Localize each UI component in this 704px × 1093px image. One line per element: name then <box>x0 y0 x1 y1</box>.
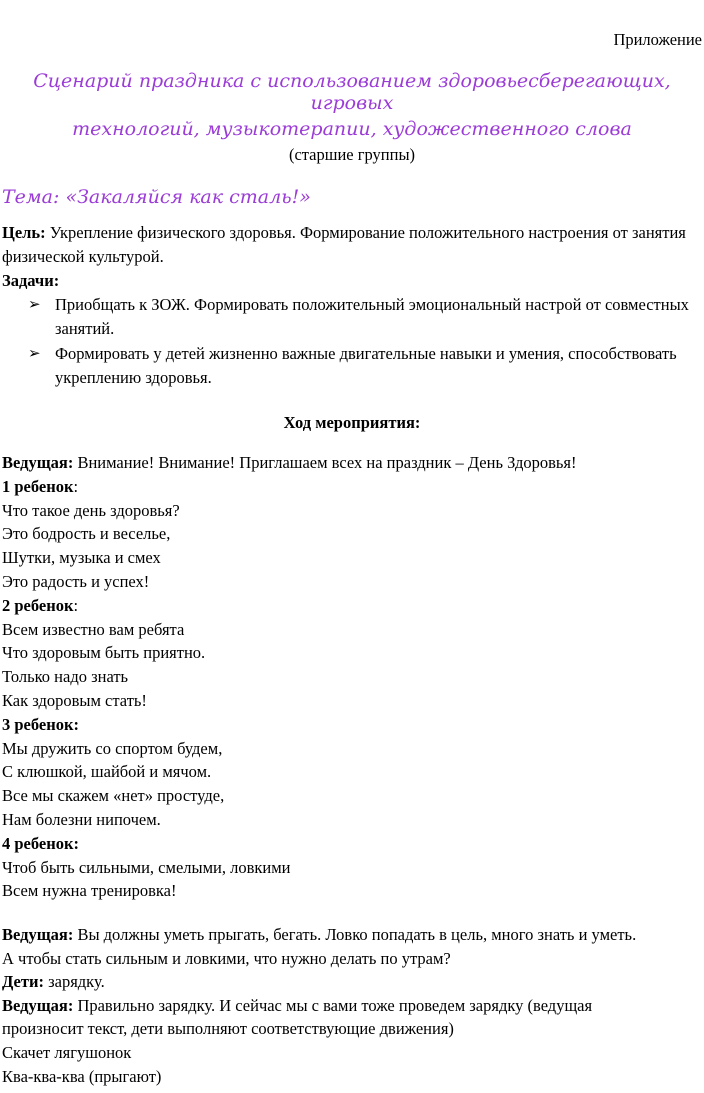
script-line <box>2 879 176 903</box>
speaker-label: Ведущая: <box>2 995 74 1015</box>
goal-paragraph <box>2 221 700 269</box>
arrow-bullet-icon: ➢ <box>28 346 41 362</box>
line-text: Все мы скажем «нет» простуде, <box>2 786 225 806</box>
script-line <box>2 994 592 1018</box>
line-text: Ква-ква-ква (прыгают) <box>2 1066 162 1086</box>
title-line-2: технологий, музыкотерапии, художественного слова <box>72 118 632 140</box>
speaker-label: Дети: <box>2 972 44 992</box>
line-text: произносит текст, дети выполняют соответствующие движения) <box>2 1019 454 1039</box>
progress-heading: Ход мероприятия: <box>283 413 421 432</box>
line-text: : <box>73 476 79 496</box>
line-text: А чтобы стать сильным и ловкими, что нужно делать по утрам? <box>2 948 451 968</box>
script-line <box>2 618 184 642</box>
line-text: Только надо знать <box>2 667 129 687</box>
script-line <box>2 665 128 689</box>
script-line <box>2 923 636 947</box>
script-line <box>2 475 78 499</box>
task-item-text: Приобщать к ЗОЖ. Формировать положительный эмоциональный настрой от совместных занятий. <box>55 295 689 338</box>
line-text: С клюшкой, шайбой и мячом. <box>2 762 212 782</box>
tasks-label: Задачи: <box>2 271 60 290</box>
script-line <box>2 737 222 761</box>
theme-heading: Тема: «Закаляйся как сталь!» <box>2 186 311 208</box>
line-text: Как здоровым стать! <box>2 691 147 710</box>
speaker-label: Ведущая: <box>2 925 74 944</box>
script-line <box>2 947 451 971</box>
script-line <box>2 641 205 665</box>
line-text: Что здоровым быть приятно. <box>2 643 206 663</box>
line-text: Внимание! Внимание! Приглашаем всех на праздник – День Здоровья! <box>73 453 577 472</box>
script-line <box>2 1017 454 1041</box>
line-text: Это бодрость и веселье, <box>2 524 171 544</box>
speaker-label: 4 ребенок: <box>2 833 79 853</box>
speaker-label: 3 ребенок: <box>2 714 79 734</box>
speaker-label: Ведущая: <box>2 453 74 472</box>
script-line <box>2 1041 131 1065</box>
script-line <box>2 689 147 713</box>
line-text: зарядку. <box>43 972 105 992</box>
script-line <box>2 856 291 880</box>
goal-label: Цель: <box>2 223 46 242</box>
line-text: Нам болезни нипочем. <box>2 810 161 829</box>
title-line-1: Сценарий праздника с использованием здоровьесберегающих, игровых <box>33 70 671 114</box>
task-item-text: Формировать у детей жизненно важные двигательные навыки и умения, способствовать укреплению здоровья. <box>55 344 677 387</box>
script-line <box>2 499 180 523</box>
goal-text: Укрепление физического здоровья. Формирование положительного настроения от занятия физической культурой. <box>2 223 686 266</box>
script-line <box>2 784 224 808</box>
speaker-label: 2 ребенок <box>2 595 74 615</box>
appendix-label: Приложение <box>613 30 702 49</box>
line-text: Шутки, музыка и смех <box>2 548 161 568</box>
line-text: : <box>73 595 79 615</box>
line-text: Чтоб быть сильными, смелыми, ловкими <box>2 857 291 877</box>
line-text: Мы дружить со спортом будем, <box>2 738 223 758</box>
arrow-bullet-icon: ➢ <box>28 297 41 313</box>
script-line <box>2 713 79 737</box>
script-line <box>2 522 170 546</box>
line-text: Это радость и успех! <box>2 572 150 591</box>
line-text: Правильно зарядку. И сейчас мы с вами тоже проведем зарядку (ведущая <box>73 995 593 1015</box>
script-line <box>2 832 79 856</box>
script-line <box>2 451 577 475</box>
subtitle: (старшие группы) <box>288 145 416 164</box>
line-text: Всем нужна тренировка! <box>2 881 177 901</box>
script-line <box>2 546 161 570</box>
script-line <box>2 970 105 994</box>
line-text: Что такое день здоровья? <box>2 500 180 520</box>
script-line <box>2 808 161 832</box>
script-line <box>2 570 149 594</box>
script-line <box>2 1065 161 1089</box>
script-line <box>2 760 211 784</box>
line-text: Скачет лягушонок <box>2 1043 132 1062</box>
line-text: Вы должны уметь прыгать, бегать. Ловко попадать в цель, много знать и уметь. <box>73 925 637 944</box>
script-line <box>2 594 78 618</box>
speaker-label: 1 ребенок <box>2 476 74 496</box>
line-text: Всем известно вам ребята <box>2 619 185 639</box>
